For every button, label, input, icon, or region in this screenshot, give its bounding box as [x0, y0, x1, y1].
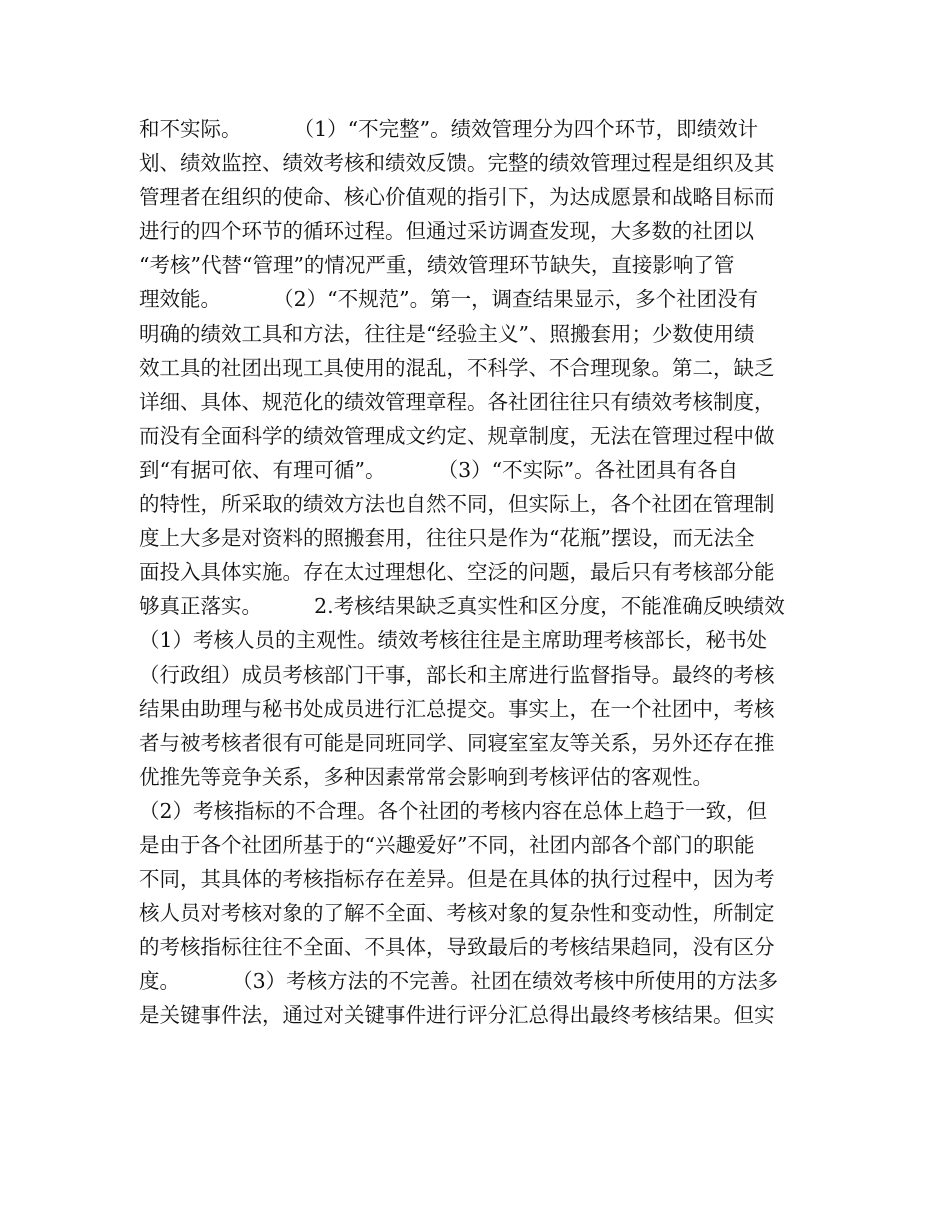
- text-line-10: 而没有全面科学的绩效管理成文约定、规章制度，无法在管理过程中做: [139, 423, 775, 448]
- text-line-23: 不同，其具体的考核指标存在差异。但是在具体的执行过程中，因为考: [139, 867, 775, 892]
- text-line-4: 进行的四个环节的循环过程。但通过采访调查发现，大多数的社团以: [139, 219, 754, 244]
- text-line-19: 者与被考核者很有可能是同班同学、同寝室室友等关系，另外还存在推: [139, 730, 775, 755]
- text-line-20: 优推先等竞争关系，多种因素常常会影响到考核评估的客观性。: [139, 764, 713, 789]
- text-line-21: （2）考核指标的不合理。各个社团的考核内容在总体上趋于一致，但: [139, 798, 768, 823]
- body-text: [139, 112, 819, 1033]
- text-line-11: 到“有据可依、有理可循”。 （3）“不实际”。各社团具有各自: [139, 457, 739, 482]
- text-line-18: 结果由助理与秘书处成员进行汇总提交。事实上，在一个社团中，考核: [139, 696, 775, 721]
- text-line-24: 核人员对考核对象的了解不全面、考核对象的复杂性和变动性，所制定: [139, 901, 775, 926]
- text-line-7: 明确的绩效工具和方法，往往是“经验主义”、照搬套用；少数使用绩: [139, 321, 755, 346]
- text-line-2: 划、绩效监控、绩效考核和绩效反馈。完整的绩效管理过程是组织及其: [139, 151, 775, 176]
- text-line-22: 是由于各个社团所基于的“兴趣爱好”不同，社团内部各个部门的职能: [139, 832, 755, 857]
- text-line-12: 的特性，所采取的绩效方法也自然不同，但实际上，各个社团在管理制: [139, 492, 775, 517]
- text-line-1: 和不实际。 （1）“不完整”。绩效管理分为四个环节，即绩效计: [139, 117, 759, 141]
- text-line-14: 面投入具体实施。存在太过理想化、空泛的问题，最后只有考核部分能: [139, 560, 775, 585]
- text-line-15: 够真正落实。 2.考核结果缺乏真实性和区分度，不能准确反映绩效: [139, 594, 785, 619]
- text-line-26: 度。 （3）考核方法的不完善。社团在绩效考核中所使用的方法多: [139, 969, 779, 994]
- text-line-13: 度上大多是对资料的照搬套用，往往只是作为“花瓶”摆设，而无法全: [139, 526, 755, 551]
- text-line-3: 管理者在组织的使命、核心价值观的指引下，为达成愿景和战略目标而: [139, 185, 775, 210]
- text-line-27: 是关键事件法，通过对关键事件进行评分汇总得出最终考核结果。但实: [139, 1003, 775, 1028]
- text-line-17: （行政组）成员考核部门干事，部长和主席进行监督指导。最终的考核: [139, 662, 775, 687]
- text-line-16: （1）考核人员的主观性。绩效考核往往是主席助理考核部长，秘书处: [139, 628, 768, 653]
- text-line-6: 理效能。 （2）“不规范”。第一，调查结果显示，多个社团没有: [139, 287, 759, 312]
- text-line-9: 详细、具体、规范化的绩效管理章程。各社团往往只有绩效考核制度，: [139, 389, 775, 414]
- text-line-5: “考核”代替“管理”的情况严重，绩效管理环节缺失，直接影响了管: [139, 253, 735, 278]
- text-line-25: 的考核指标往往不全面、不具体，导致最后的考核结果趋同，没有区分: [139, 935, 775, 960]
- text-line-8: 效工具的社团出现工具使用的混乱，不科学、不合理现象。第二，缺乏: [139, 355, 775, 380]
